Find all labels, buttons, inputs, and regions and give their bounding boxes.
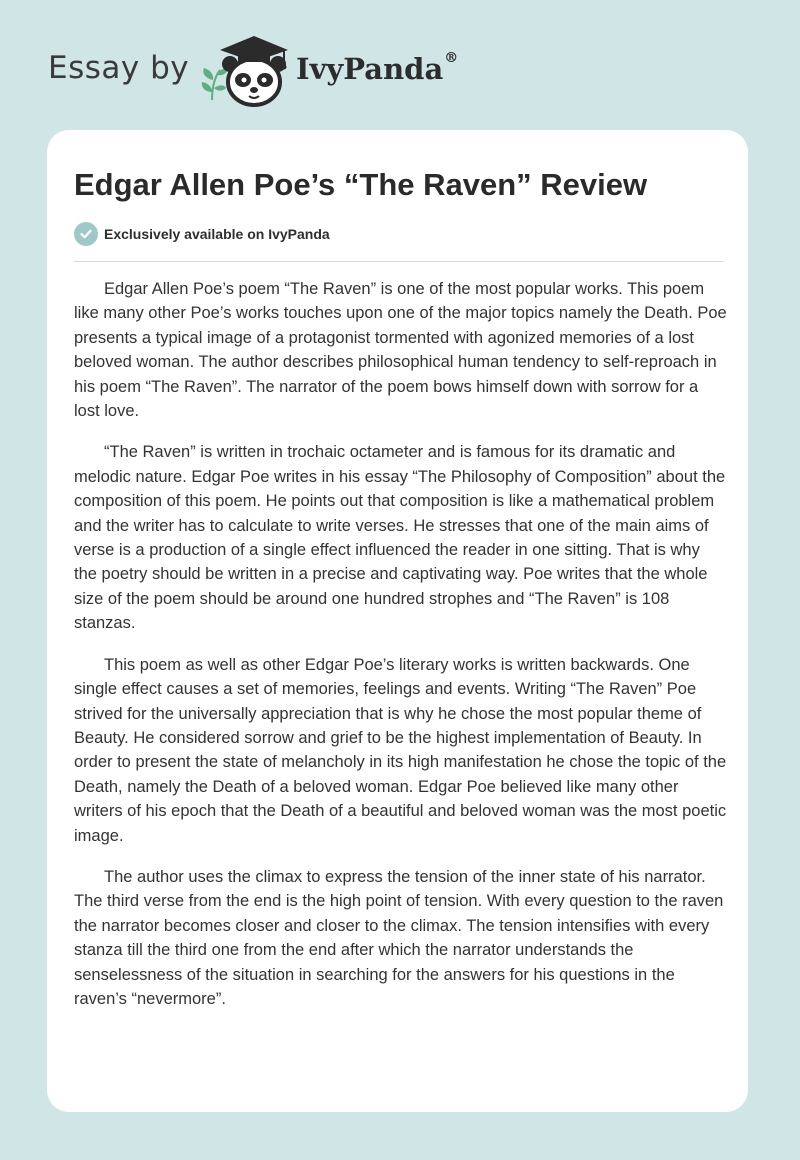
site-header xyxy=(48,30,508,110)
essay-card xyxy=(47,130,748,1112)
paragraph: “The Raven” is written in trochaic octameter and is famous for its dramatic and melodic nature. Edgar Poe writes in his essay “The Philosophy of Composition” about the composition of this poem. He points out that composition is like a mathematical problem and the writer has to calculate to write verses. He stresses that one of the main aims of verse is a production of a single effect influenced the reader in one sitting. That is why the poetry should be written in a precise and captivating way. Poe writes that the whole size of the poem should be around one hundred strophes and “The Raven” is 108 stanzas. xyxy=(74,443,726,633)
essay-by-label: Essay by xyxy=(48,50,190,86)
brand-name[interactable] xyxy=(296,52,458,86)
paragraph: The author uses the climax to express the tension of the inner state of his narrator. The third verse from the end is the high point of tension. With every question to the raven the narrator becomes closer and closer to the climax. The tension intensifies with every stanza till the third one from the end after which the narrator understands the senselessness of the situation in searching for the answers for his questions in the raven’s “nevermore”. xyxy=(74,867,724,1008)
brand-text: IvyPanda xyxy=(296,52,444,86)
registered-mark: ® xyxy=(444,50,459,66)
essay-title: Edgar Allen Poe’s “The Raven” Review xyxy=(74,167,648,202)
checkmark-icon xyxy=(74,222,98,246)
exclusive-badge-label: Exclusively available on IvyPanda xyxy=(104,226,330,242)
divider xyxy=(74,261,723,262)
paragraph: This poem as well as other Edgar Poe’s literary works is written backwards. One single effect causes a set of memories, feelings and events. Writing “The Raven” Poe strived for the universally appreciation that is why he chose the most popular theme of Beauty. He considered sorrow and grief to be the highest implementation of Beauty. In order to present the state of melancholy in its high manifestation he chose the topic of the Death, namely the Death of a beloved woman. Edgar Poe believed like many other writers of his epoch that the Death of a beautiful and beloved woman was the most poetic image. xyxy=(74,655,727,845)
paragraph: Edgar Allen Poe’s poem “The Raven” is one of the most popular works. This poem like many other Poe’s works touches upon one of the major topics namely the Death. Poe presents a typical image of a protagonist tormented with agonized memories of a lost beloved woman. The author describes philosophical human tendency to self-reproach in his poem “The Raven”. The narrator of the poem bows himself down with sorrow for a lost love. xyxy=(74,280,727,421)
exclusive-badge xyxy=(74,222,330,246)
essay-body xyxy=(74,277,727,1028)
panda-graduate-logo-icon[interactable] xyxy=(200,30,292,110)
